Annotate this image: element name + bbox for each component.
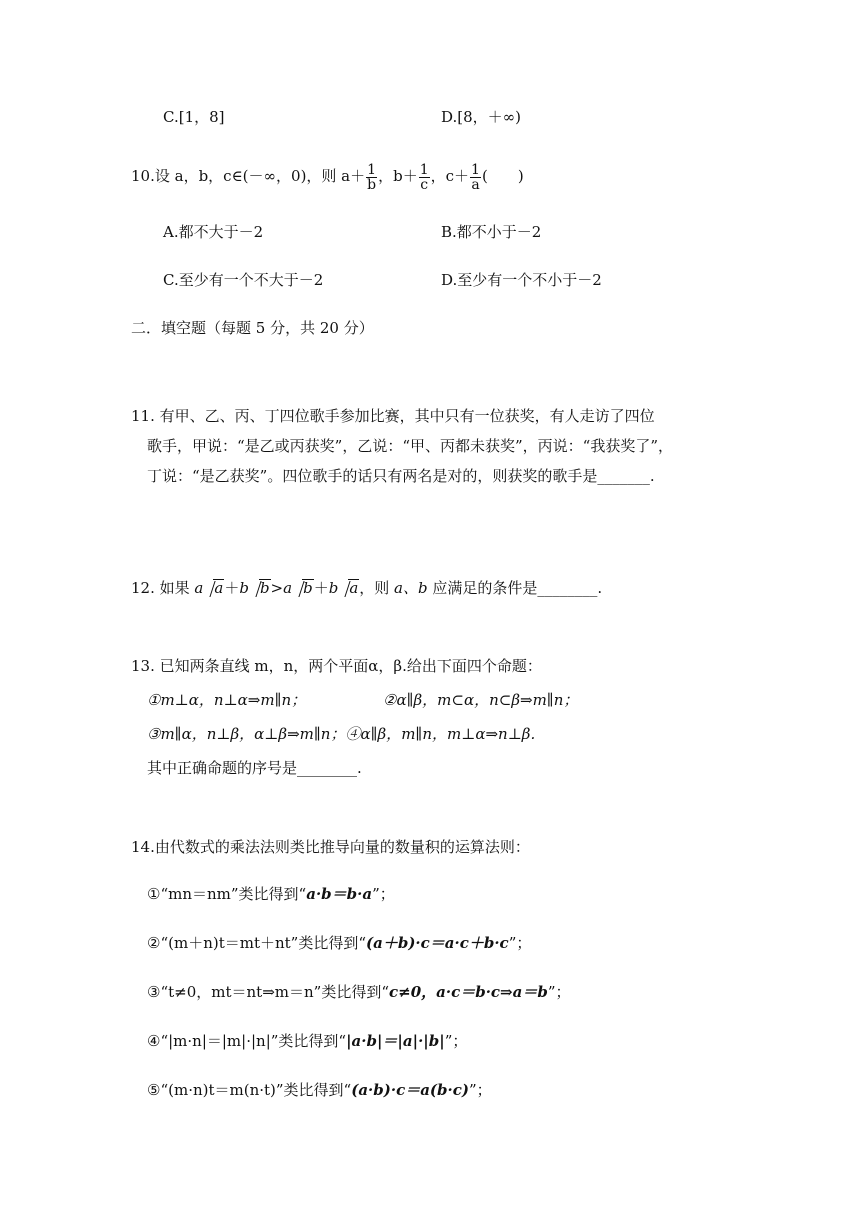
q14-item-4 — [147, 1031, 467, 1051]
radicand: a — [349, 579, 359, 597]
var-a: a — [194, 579, 204, 597]
q9-option-d: D.[8，＋∞) — [441, 108, 522, 126]
q10-option-b: B.都不小于－2 — [441, 223, 542, 241]
q14-stem: 14.由代数式的乘法法则类比推导向量的数量积的运算法则： — [131, 838, 530, 856]
q10-stem-mid2: ，c＋ — [430, 167, 470, 185]
radicand: b — [259, 579, 270, 597]
section-2-heading: 二．填空题（每题 5 分，共 20 分） — [131, 319, 374, 337]
q11-line-1: 11. 有甲、乙、丙、丁四位歌手参加比赛，其中只有一位获奖，有人走访了四位 — [131, 407, 655, 425]
q14-item-text: ⑤“(m·n)t＝m(n·t)”类比得到“ — [147, 1081, 352, 1099]
q10-stem-start: 10.设 a，b，c∈(－∞，0)，则 a＋ — [131, 167, 366, 185]
q14-item-1 — [147, 884, 395, 904]
q14-item-text: ②“(m＋n)t＝mt＋nt”类比得到“ — [147, 934, 367, 952]
sqrt-a — [339, 578, 359, 598]
plus-sign: ＋ — [313, 579, 329, 597]
fraction-1-over-a — [470, 163, 481, 192]
q14-item-text: ④“|m·n|＝|m|·|n|”类比得到“ — [147, 1032, 347, 1050]
radicand: b — [303, 579, 313, 597]
q14-item-vector-formula: a·b＝b·a — [306, 885, 373, 903]
q14-item-text: ”； — [372, 885, 395, 903]
fraction-numerator: 1 — [419, 161, 429, 178]
q14-item-text: ”； — [468, 1081, 492, 1099]
fraction-denominator: c — [420, 176, 429, 193]
greater-sign: > — [270, 579, 284, 597]
sqrt-b — [250, 578, 271, 598]
q12-suffix-1: ，则 — [359, 579, 395, 597]
sqrt-b — [293, 578, 314, 598]
vars-a-b: a、b — [394, 579, 428, 597]
q10-option-d: D.至少有一个不小于－2 — [441, 271, 602, 289]
radicand: a — [214, 579, 224, 597]
q14-item-text: ”； — [547, 983, 571, 1001]
plus-sign: ＋ — [224, 579, 240, 597]
q10-stem — [131, 162, 524, 192]
q9-option-c: C.[1，8] — [163, 108, 225, 126]
q13-propositions-3-4: ③m∥α，n⊥β，α⊥β⇒m∥n；④α∥β，m∥n，m⊥α⇒n⊥β. — [147, 725, 536, 743]
q10-stem-mid1: ，b＋ — [378, 167, 418, 185]
q14-item-text: ①“mn＝nm”类比得到“ — [147, 885, 307, 903]
q14-item-vector-formula: c≠0，a·c＝b·c⇒a＝b — [389, 983, 548, 1001]
q14-item-text: ③“t≠0，mt＝nt⇒m＝n”类比得到“ — [147, 983, 389, 1001]
q14-item-3 — [147, 982, 571, 1002]
fraction-denominator: a — [471, 176, 480, 193]
q14-item-vector-formula: (a·b)·c＝a(b·c) — [351, 1081, 469, 1099]
fraction-denominator: b — [367, 176, 377, 193]
q14-item-text: ”； — [508, 934, 532, 952]
q12-suffix-2: 应满足的条件是________. — [427, 579, 603, 597]
q10-option-c: C.至少有一个不大于－2 — [163, 271, 324, 289]
q13-proposition-1: ①m⊥α，n⊥α⇒m∥n； — [147, 691, 307, 709]
q11-line-2: 歌手，甲说：“是乙或丙获奖”，乙说：“甲、丙都未获奖”，丙说：“我获奖了”， — [147, 437, 674, 455]
var-b: b — [328, 579, 339, 597]
q14-item-2 — [147, 933, 531, 953]
q13-line-4: 其中正确命题的序号是________. — [147, 759, 362, 777]
q14-item-text: ”； — [444, 1032, 468, 1050]
q14-item-vector-formula: |a·b|＝|a|·|b| — [346, 1032, 445, 1050]
fraction-numerator: 1 — [471, 161, 480, 178]
q10-option-a: A.都不大于－2 — [163, 223, 264, 241]
fraction-1-over-c — [419, 163, 430, 192]
var-b: b — [239, 579, 249, 597]
fraction-1-over-b — [366, 163, 377, 192]
q14-item-5 — [147, 1080, 492, 1100]
sqrt-a — [204, 578, 224, 598]
q10-stem-end: ( ) — [481, 167, 524, 185]
q14-item-vector-formula: (a＋b)·c＝a·c＋b·c — [366, 934, 509, 952]
q12-prefix: 12. 如果 — [131, 579, 195, 597]
q11-line-3: 丁说：“是乙获奖”。四位歌手的话只有两名是对的，则获奖的歌手是_______. — [147, 467, 655, 485]
q13-proposition-2: ②α∥β，m⊂α，n⊂β⇒m∥n； — [383, 691, 579, 709]
q12-stem — [131, 578, 602, 598]
q13-line-1: 13. 已知两条直线 m，n，两个平面α，β.给出下面四个命题： — [131, 657, 542, 675]
fraction-numerator: 1 — [367, 161, 377, 178]
var-a: a — [283, 579, 293, 597]
